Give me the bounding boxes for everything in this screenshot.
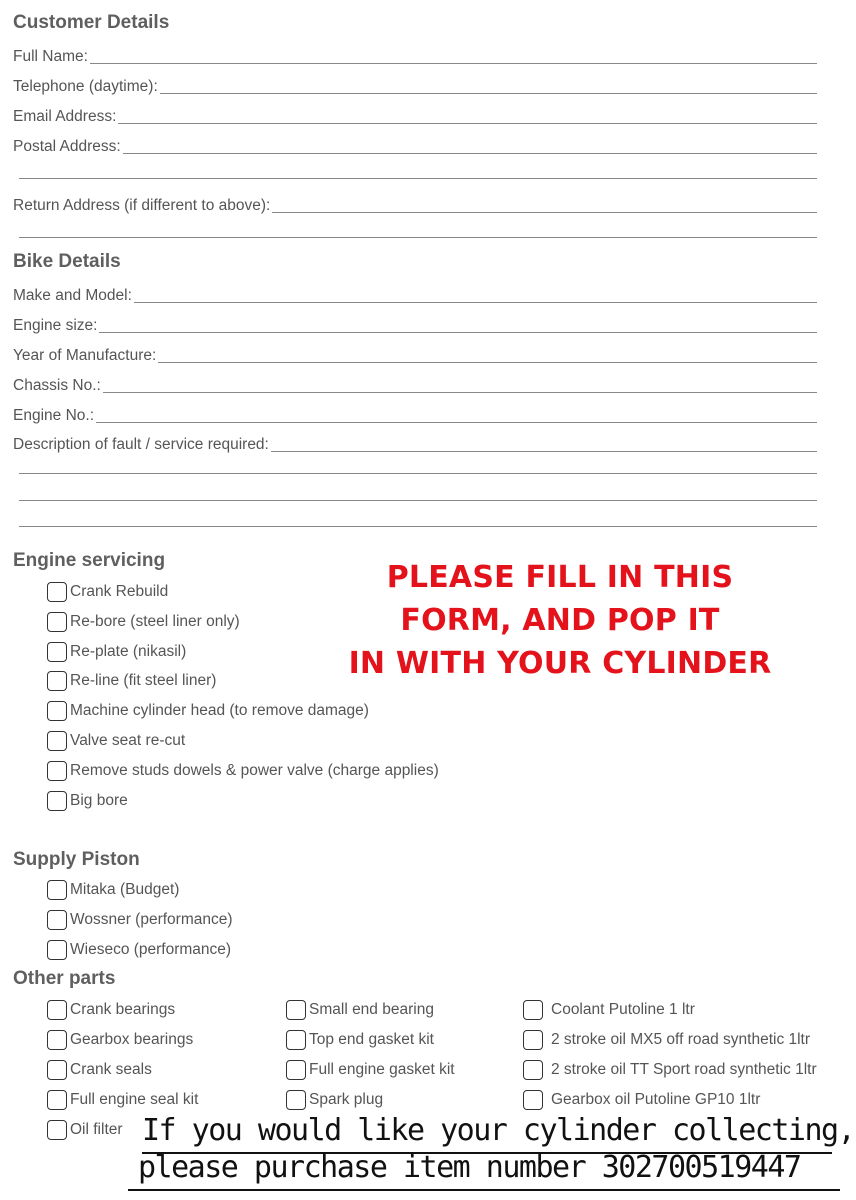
other-parts-heading: Other parts bbox=[13, 968, 116, 989]
email-label: Email Address: bbox=[13, 108, 117, 125]
checkbox-label: Full engine seal kit bbox=[70, 1091, 199, 1108]
fault-description-field[interactable] bbox=[13, 432, 817, 454]
checkbox-valve-seat[interactable] bbox=[47, 729, 185, 753]
collection-message-line-2: please purchase item number 302700519447 bbox=[138, 1150, 801, 1185]
return-address-field[interactable] bbox=[13, 193, 817, 215]
notice-line-3: IN WITH YOUR CYLINDER bbox=[348, 646, 772, 681]
checkbox-box[interactable] bbox=[523, 1090, 543, 1110]
checkbox-label: Mitaka (Budget) bbox=[70, 881, 180, 898]
checkbox-mitaka[interactable] bbox=[47, 878, 179, 902]
checkbox-label: Gearbox oil Putoline GP10 1ltr bbox=[551, 1091, 761, 1108]
checkbox-label: Crank Rebuild bbox=[70, 583, 169, 600]
checkbox-crank-seals[interactable] bbox=[47, 1058, 152, 1082]
checkbox-label: 2 stroke oil TT Sport road synthetic 1ltr bbox=[551, 1061, 817, 1078]
postal-address-line[interactable] bbox=[123, 152, 817, 154]
fault-description-label: Description of fault / service required: bbox=[13, 436, 269, 453]
checkbox-box[interactable] bbox=[47, 940, 67, 960]
checkbox-remove-studs[interactable] bbox=[47, 759, 439, 783]
checkbox-label: Re-plate (nikasil) bbox=[70, 643, 187, 660]
checkbox-box[interactable] bbox=[286, 1060, 306, 1080]
checkbox-label: Remove studs dowels & power valve (charge applies) bbox=[70, 762, 439, 779]
chassis-label: Chassis No.: bbox=[13, 377, 101, 394]
full-name-line[interactable] bbox=[90, 62, 817, 64]
checkbox-box[interactable] bbox=[286, 1030, 306, 1050]
engine-no-line[interactable] bbox=[96, 421, 817, 423]
full-name-label: Full Name: bbox=[13, 48, 88, 65]
checkbox-label: Big bore bbox=[70, 792, 128, 809]
checkbox-small-end-bearing[interactable] bbox=[286, 998, 434, 1022]
checkbox-coolant[interactable] bbox=[523, 998, 695, 1022]
checkbox-box[interactable] bbox=[47, 910, 67, 930]
make-model-label: Make and Model: bbox=[13, 287, 132, 304]
checkbox-box[interactable] bbox=[523, 1060, 543, 1080]
bike-details-heading: Bike Details bbox=[13, 251, 121, 272]
fill-in-notice bbox=[330, 556, 790, 685]
engine-no-label: Engine No.: bbox=[13, 407, 94, 424]
checkbox-gearbox-oil[interactable] bbox=[523, 1088, 760, 1112]
checkbox-wieseco[interactable] bbox=[47, 938, 231, 962]
postal-address-line-2[interactable] bbox=[19, 178, 817, 179]
engine-size-label: Engine size: bbox=[13, 317, 98, 334]
year-line[interactable] bbox=[158, 361, 817, 363]
postal-address-field[interactable] bbox=[13, 134, 817, 156]
checkbox-box[interactable] bbox=[47, 1030, 67, 1050]
checkbox-box[interactable] bbox=[523, 1000, 543, 1020]
checkbox-label: Spark plug bbox=[309, 1091, 384, 1108]
checkbox-label: Crank bearings bbox=[70, 1001, 176, 1018]
checkbox-label: 2 stroke oil MX5 off road synthetic 1ltr bbox=[551, 1031, 811, 1048]
checkbox-box[interactable] bbox=[286, 1090, 306, 1110]
fault-description-line-4[interactable] bbox=[19, 526, 817, 527]
notice-line-2: FORM, AND POP IT bbox=[400, 603, 720, 638]
checkbox-box[interactable] bbox=[47, 1060, 67, 1080]
email-field[interactable] bbox=[13, 104, 817, 126]
collection-message-underline-2 bbox=[128, 1189, 840, 1191]
checkbox-label: Machine cylinder head (to remove damage) bbox=[70, 702, 369, 719]
checkbox-label: Gearbox bearings bbox=[70, 1031, 194, 1048]
checkbox-spark-plug[interactable] bbox=[286, 1088, 383, 1112]
checkbox-top-end-gasket-kit[interactable] bbox=[286, 1028, 434, 1052]
checkbox-label: Coolant Putoline 1 ltr bbox=[551, 1001, 695, 1018]
checkbox-box[interactable] bbox=[47, 612, 67, 632]
year-field[interactable] bbox=[13, 343, 817, 365]
full-name-field[interactable] bbox=[13, 44, 817, 66]
telephone-line[interactable] bbox=[160, 92, 817, 94]
checkbox-label: Valve seat re-cut bbox=[70, 732, 186, 749]
checkbox-label: Crank seals bbox=[70, 1061, 152, 1078]
notice-line-1: PLEASE FILL IN THIS bbox=[386, 560, 734, 595]
checkbox-re-bore[interactable] bbox=[47, 610, 240, 634]
checkbox-box[interactable] bbox=[47, 1090, 67, 1110]
checkbox-big-bore[interactable] bbox=[47, 789, 128, 813]
checkbox-label: Re-bore (steel liner only) bbox=[70, 613, 240, 630]
year-label: Year of Manufacture: bbox=[13, 347, 157, 364]
return-address-label: Return Address (if different to above): bbox=[13, 197, 271, 214]
checkbox-box[interactable] bbox=[47, 671, 67, 691]
checkbox-oil-filter[interactable] bbox=[47, 1118, 123, 1142]
return-address-line[interactable] bbox=[272, 211, 817, 213]
fault-description-line-2[interactable] bbox=[19, 473, 817, 474]
checkbox-2-stroke-tt-sport[interactable] bbox=[523, 1058, 817, 1082]
checkbox-box[interactable] bbox=[47, 1000, 67, 1020]
checkbox-box[interactable] bbox=[47, 731, 67, 751]
checkbox-full-engine-gasket-kit[interactable] bbox=[286, 1058, 455, 1082]
checkbox-label: Full engine gasket kit bbox=[309, 1061, 455, 1078]
checkbox-box[interactable] bbox=[286, 1000, 306, 1020]
return-address-line-2[interactable] bbox=[19, 237, 817, 238]
engine-size-field[interactable] bbox=[13, 313, 817, 335]
checkbox-label: Wieseco (performance) bbox=[70, 941, 232, 958]
telephone-field[interactable] bbox=[13, 74, 817, 96]
supply-piston-heading: Supply Piston bbox=[13, 849, 140, 870]
checkbox-box[interactable] bbox=[47, 791, 67, 811]
chassis-line[interactable] bbox=[103, 391, 817, 393]
engine-no-field[interactable] bbox=[13, 403, 817, 425]
checkbox-gearbox-bearings[interactable] bbox=[47, 1028, 193, 1052]
make-model-line[interactable] bbox=[134, 301, 817, 303]
checkbox-box[interactable] bbox=[47, 761, 67, 781]
engine-size-line[interactable] bbox=[99, 331, 817, 333]
checkbox-box[interactable] bbox=[47, 1120, 67, 1140]
checkbox-box[interactable] bbox=[47, 642, 67, 662]
checkbox-machine-head[interactable] bbox=[47, 699, 369, 723]
engine-servicing-heading: Engine servicing bbox=[13, 550, 166, 571]
checkbox-re-line[interactable] bbox=[47, 669, 216, 693]
customer-details-heading: Customer Details bbox=[13, 12, 170, 33]
checkbox-crank-bearings[interactable] bbox=[47, 998, 175, 1022]
checkbox-crank-rebuild[interactable] bbox=[47, 580, 168, 604]
checkbox-wossner[interactable] bbox=[47, 908, 233, 932]
fault-description-line[interactable] bbox=[271, 450, 817, 452]
checkbox-re-plate[interactable] bbox=[47, 640, 186, 664]
checkbox-label: Top end gasket kit bbox=[309, 1031, 434, 1048]
checkbox-label: Re-line (fit steel liner) bbox=[70, 672, 217, 689]
collection-message-line-1: If you would like your cylinder collecting, bbox=[142, 1113, 855, 1148]
make-model-field[interactable] bbox=[13, 283, 817, 305]
checkbox-box[interactable] bbox=[523, 1030, 543, 1050]
checkbox-label: Small end bearing bbox=[309, 1001, 434, 1018]
fault-description-line-3[interactable] bbox=[19, 500, 817, 501]
checkbox-full-engine-seal-kit[interactable] bbox=[47, 1088, 198, 1112]
email-line[interactable] bbox=[118, 122, 817, 124]
postal-address-label: Postal Address: bbox=[13, 138, 121, 155]
chassis-field[interactable] bbox=[13, 373, 817, 395]
checkbox-label: Wossner (performance) bbox=[70, 911, 233, 928]
checkbox-box[interactable] bbox=[47, 582, 67, 602]
checkbox-box[interactable] bbox=[47, 880, 67, 900]
checkbox-box[interactable] bbox=[47, 701, 67, 721]
checkbox-label: Oil filter bbox=[70, 1121, 123, 1138]
telephone-label: Telephone (daytime): bbox=[13, 78, 158, 95]
checkbox-2-stroke-mx5[interactable] bbox=[523, 1028, 810, 1052]
